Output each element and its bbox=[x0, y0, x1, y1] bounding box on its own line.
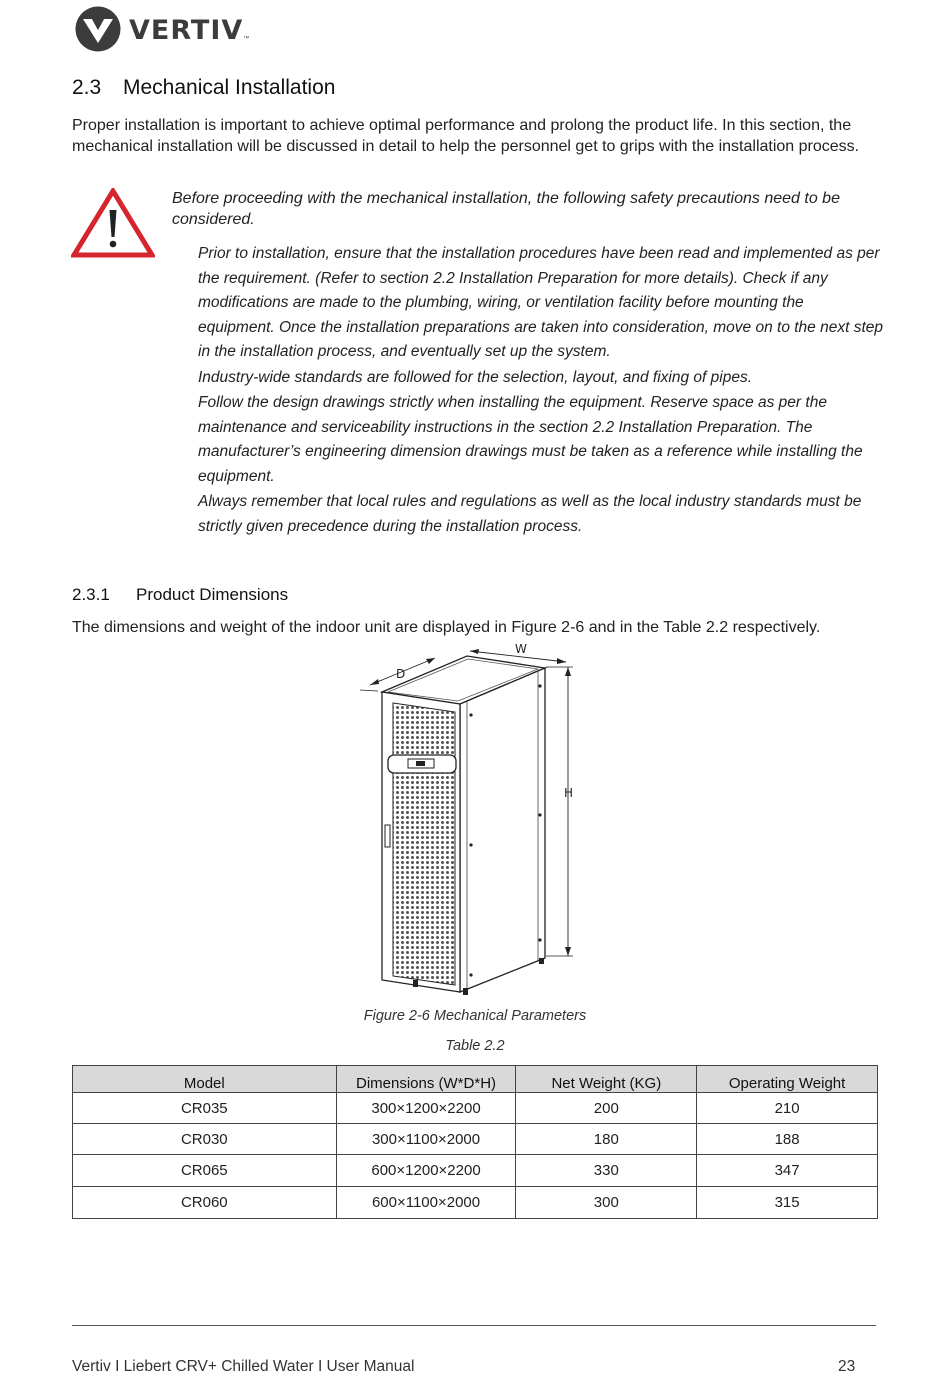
table-header-row bbox=[73, 1066, 878, 1093]
table-cell: 300×1200×2200 bbox=[336, 1093, 516, 1124]
safety-precautions-list bbox=[198, 242, 883, 540]
table-cell: 330 bbox=[516, 1155, 697, 1187]
section-intro: Proper installation is important to achieve optimal performance and prolong the product life. In this section, the mechanical installation will be discussed in detail to help the personnel get to grips with the installation process. bbox=[72, 117, 860, 155]
warning-triangle-icon bbox=[71, 188, 155, 258]
table-cell: CR060 bbox=[73, 1187, 337, 1219]
table-cell: 347 bbox=[697, 1155, 878, 1187]
dimensions-intro: The dimensions and weight of the indoor unit are displayed in Figure 2-6 and in the Table 2.2 respectively. bbox=[72, 619, 821, 636]
table-cell: 210 bbox=[697, 1093, 878, 1124]
table-cell: 200 bbox=[516, 1093, 697, 1124]
list-item: Prior to installation, ensure that the installation procedures have been read and implemented as per the requirement. (Refer to section 2.2 Installation Preparation for more details). Check if any modifications are made to the plumbing, wiring, or ventilation facility before mounting the equipment. Once the installation preparations are taken into consideration, move on to the next step in the installation process, and eventually set up the system. bbox=[198, 245, 884, 360]
table-cell: 180 bbox=[516, 1124, 697, 1155]
table-cell: 600×1100×2000 bbox=[336, 1187, 516, 1219]
subsection-heading bbox=[72, 585, 288, 605]
brand-wordmark: VERTIV bbox=[129, 14, 244, 46]
table-row bbox=[73, 1187, 878, 1219]
mechanical-parameters-table bbox=[72, 1065, 878, 1219]
vertiv-logo-icon bbox=[75, 6, 121, 52]
footer-divider bbox=[72, 1325, 876, 1326]
section-heading bbox=[72, 76, 335, 100]
column-header: Dimensions (W*D*H) bbox=[336, 1066, 516, 1093]
table-cell: 300×1100×2000 bbox=[336, 1124, 516, 1155]
column-header: Model bbox=[73, 1066, 337, 1093]
table-cell: 600×1200×2200 bbox=[336, 1155, 516, 1187]
list-item: Industry-wide standards are followed for the selection, layout, and fixing of pipes. bbox=[198, 368, 753, 386]
cabinet-dimension-drawing bbox=[330, 640, 590, 1005]
table-cell: 188 bbox=[697, 1124, 878, 1155]
subsection-number: 2.3.1 bbox=[72, 585, 110, 604]
footer-document-title: Vertiv I Liebert CRV+ Chilled Water I User Manual bbox=[72, 1358, 415, 1375]
column-header: Net Weight (KG) bbox=[516, 1066, 697, 1093]
table-row bbox=[73, 1124, 878, 1155]
warning-lead-text: Before proceeding with the mechanical installation, the following safety precautions need to be considered. bbox=[172, 190, 840, 228]
figure-caption: Figure 2-6 Mechanical Parameters bbox=[363, 1008, 587, 1024]
table-row bbox=[73, 1155, 878, 1187]
height-label: H bbox=[564, 786, 574, 800]
list-item: Follow the design drawings strictly when installing the equipment. Reserve space as per the maintenance and serviceability instructions in the section 2.2 Installation Preparation. The manufacturer’s engineering dimension drawings must be taken as a reference while installing the equipment. bbox=[198, 394, 863, 485]
table-cell: CR030 bbox=[73, 1124, 337, 1155]
table-cell: 300 bbox=[516, 1187, 697, 1219]
trademark-symbol: ™ bbox=[243, 36, 250, 42]
depth-label: D bbox=[396, 667, 406, 681]
column-header: Operating Weight bbox=[697, 1066, 878, 1093]
table-cell: 315 bbox=[697, 1187, 878, 1219]
table-cell: CR035 bbox=[73, 1093, 337, 1124]
table-cell: CR065 bbox=[73, 1155, 337, 1187]
list-item: Always remember that local rules and regulations as well as the local industry standards must be strictly given precedence during the installation process. bbox=[198, 493, 862, 535]
table-caption: Table 2.2 bbox=[445, 1038, 505, 1054]
width-label: W bbox=[515, 642, 527, 656]
vertiv-logo bbox=[75, 6, 249, 52]
page-number: 23 bbox=[838, 1358, 856, 1375]
subsection-title: Product Dimensions bbox=[136, 585, 289, 604]
section-title: Mechanical Installation bbox=[123, 76, 336, 99]
table-row bbox=[73, 1093, 878, 1124]
section-number: 2.3 bbox=[72, 76, 102, 99]
